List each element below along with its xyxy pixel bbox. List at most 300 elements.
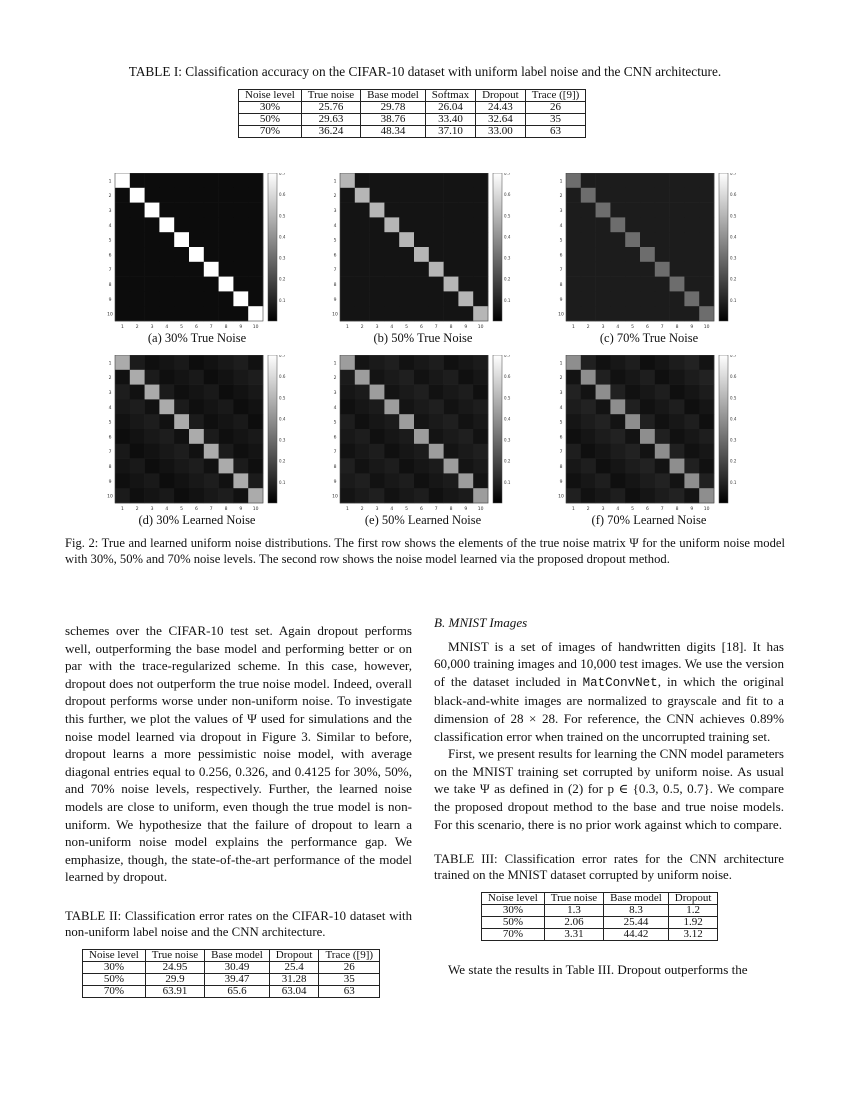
heatmap-cell: [145, 173, 160, 188]
colorbar-tick-label: 0.5: [730, 395, 737, 401]
table-header-cell: Dropout: [476, 90, 526, 102]
heatmap-cell: [596, 355, 611, 370]
heatmap-cell: [248, 414, 263, 429]
heatmap-cell: [159, 473, 174, 488]
heatmap-cell: [355, 232, 370, 247]
heatmap-cell: [699, 399, 714, 414]
heatmap-diagonal-cell: [581, 370, 596, 385]
colorbar-tick-label: 0.4: [730, 234, 737, 240]
heatmap-cell: [384, 188, 399, 203]
table-cell: 8.3: [604, 905, 669, 917]
y-tick-label: 6: [559, 253, 563, 259]
x-tick-label: 4: [390, 507, 394, 512]
heatmap-cell: [625, 385, 640, 400]
x-tick-label: 6: [645, 325, 649, 330]
heatmap-diagonal-cell: [130, 370, 145, 385]
heatmap-cell: [204, 217, 219, 232]
heatmap-cell: [174, 262, 189, 277]
heatmap-cell: [115, 306, 130, 321]
heatmap-cell: [204, 306, 219, 321]
heatmap-cell: [458, 488, 473, 503]
heatmap-cell: [444, 414, 459, 429]
heatmap-cell: [444, 355, 459, 370]
table-cell: 63.91: [145, 985, 204, 997]
heatmap-cell: [458, 429, 473, 444]
heatmap-cell: [340, 306, 355, 321]
table-header-cell: True noise: [301, 90, 360, 102]
table-cell: 37.10: [425, 126, 475, 138]
heatmap-cell: [458, 217, 473, 232]
heatmap-cell: [248, 232, 263, 247]
heatmap-cell: [670, 232, 685, 247]
y-tick-label: 4: [108, 223, 112, 229]
heatmap-cell: [219, 444, 234, 459]
table-cell: 33.00: [476, 126, 526, 138]
x-tick-label: 3: [601, 507, 605, 512]
heatmap-cell: [204, 203, 219, 218]
heatmap-diagonal-cell: [355, 370, 370, 385]
colorbar-tick-label: 0.4: [279, 416, 286, 422]
heatmap-cell: [414, 277, 429, 292]
heatmap-cell: [355, 173, 370, 188]
heatmap-cell: [625, 188, 640, 203]
heatmap-cell: [655, 232, 670, 247]
heatmap-cell: [625, 399, 640, 414]
y-tick-label: 9: [108, 297, 112, 303]
table-row: [83, 961, 380, 973]
heatmap-cell: [458, 277, 473, 292]
heatmap-cell: [233, 399, 248, 414]
x-tick-label: 5: [405, 507, 409, 512]
heatmap-cell: [399, 399, 414, 414]
heatmap-cell: [384, 262, 399, 277]
heatmap-cell: [458, 306, 473, 321]
colorbar-tick-label: 0.6: [279, 192, 286, 198]
heatmap-cell: [189, 488, 204, 503]
colorbar-tick-label: 0.5: [279, 395, 286, 401]
heatmap-cell: [399, 203, 414, 218]
heatmap-cell: [625, 262, 640, 277]
heatmap-cell: [458, 232, 473, 247]
heatmap-cell: [340, 488, 355, 503]
heatmap-cell: [189, 459, 204, 474]
heatmap-diagonal-cell: [414, 247, 429, 262]
heatmap-cell: [640, 488, 655, 503]
heatmap-cell: [640, 414, 655, 429]
heatmap-cell: [670, 355, 685, 370]
colorbar-tick-label: 0.4: [730, 416, 737, 422]
table-cell: 44.42: [604, 929, 669, 941]
y-tick-label: 7: [559, 268, 563, 274]
heatmap-diagonal-cell: [115, 355, 130, 370]
heatmap-cell: [610, 188, 625, 203]
heatmap-plot: [107, 355, 295, 517]
y-tick-label: 6: [333, 253, 337, 259]
table-cell: 63: [319, 985, 380, 997]
colorbar-tick-label: 0.1: [279, 297, 286, 303]
table-cell: 48.34: [361, 126, 426, 138]
heatmap-cell: [473, 459, 488, 474]
heatmap-cell: [130, 173, 145, 188]
heatmap-cell: [458, 414, 473, 429]
heatmap-cell: [340, 291, 355, 306]
colorbar-tick-label: 0.7: [279, 355, 286, 358]
heatmap-cell: [566, 429, 581, 444]
heatmap-cell: [248, 188, 263, 203]
heatmap-cell: [429, 355, 444, 370]
heatmap-cell: [159, 247, 174, 262]
heatmap-cell: [414, 306, 429, 321]
x-tick-label: 1: [120, 507, 124, 512]
heatmap-cell: [115, 488, 130, 503]
heatmap-cell: [414, 473, 429, 488]
table-cell: 50%: [482, 917, 545, 929]
heatmap-cell: [444, 188, 459, 203]
heatmap-diagonal-cell: [159, 399, 174, 414]
heatmap-cell: [248, 385, 263, 400]
table-header-cell: Trace ([9]): [319, 949, 380, 961]
x-tick-label: 7: [209, 507, 213, 512]
y-tick-label: 5: [108, 238, 112, 244]
heatmap-cell: [670, 473, 685, 488]
x-tick-label: 2: [135, 507, 139, 512]
heatmap-cell: [610, 203, 625, 218]
heatmap-cell: [174, 370, 189, 385]
heatmap-cell: [174, 173, 189, 188]
y-tick-label: 4: [559, 405, 563, 411]
heatmap-cell: [370, 414, 385, 429]
heatmap-cell: [655, 291, 670, 306]
heatmap-cell: [414, 370, 429, 385]
x-tick-label: 1: [571, 507, 575, 512]
heatmap-cell: [233, 232, 248, 247]
heatmap-diagonal-cell: [174, 232, 189, 247]
heatmap-cell: [625, 247, 640, 262]
heatmap-cell: [429, 385, 444, 400]
table2: [82, 949, 380, 998]
heatmap-cell: [399, 262, 414, 277]
heatmap-cell: [458, 459, 473, 474]
subfigure-caption: (f) 70% Learned Noise: [591, 513, 707, 527]
heatmap-cell: [384, 173, 399, 188]
heatmap-cell: [370, 247, 385, 262]
table-cell: 70%: [239, 126, 302, 138]
heatmap-cell: [248, 444, 263, 459]
heatmap-cell: [340, 370, 355, 385]
heatmap-plot: [332, 355, 520, 517]
y-tick-label: 5: [559, 420, 563, 426]
y-tick-label: 5: [333, 238, 337, 244]
y-tick-label: 7: [108, 450, 112, 456]
heatmap-cell: [429, 277, 444, 292]
heatmap-cell: [473, 262, 488, 277]
colorbar-tick-label: 0.6: [730, 192, 737, 198]
heatmap-cell: [429, 370, 444, 385]
heatmap-diagonal-cell: [174, 414, 189, 429]
colorbar-tick-label: 0.3: [730, 437, 737, 443]
y-tick-label: 4: [333, 405, 337, 411]
table-cell: 32.64: [476, 114, 526, 126]
heatmap-cell: [355, 385, 370, 400]
heatmap-cell: [458, 399, 473, 414]
colorbar-tick-label: 0.3: [730, 255, 737, 261]
heatmap-cell: [640, 385, 655, 400]
heatmap-cell: [248, 291, 263, 306]
heatmap-cell: [596, 444, 611, 459]
heatmap-cell: [145, 247, 160, 262]
heatmap-cell: [204, 370, 219, 385]
y-tick-label: 10: [107, 494, 113, 500]
table-cell: 1.92: [668, 917, 718, 929]
heatmap-cell: [159, 355, 174, 370]
heatmap-cell: [115, 459, 130, 474]
heatmap-cell: [596, 291, 611, 306]
heatmap-cell: [370, 444, 385, 459]
figure-caption: Fig. 2: True and learned uniform noise distributions. The first row shows the elements of the true noise matrix Ψ for the uniform noise model with 30%, 50% and 70% noise levels. The second row shows the noise model learned via the proposed dropout method.: [65, 536, 785, 566]
heatmap-cell: [444, 217, 459, 232]
heatmap-cell: [174, 399, 189, 414]
heatmap-cell: [130, 262, 145, 277]
heatmap-cell: [670, 370, 685, 385]
heatmap-cell: [610, 247, 625, 262]
heatmap-cell: [370, 277, 385, 292]
table-cell: 30%: [239, 102, 302, 114]
heatmap-cell: [219, 355, 234, 370]
heatmap-cell: [174, 247, 189, 262]
heatmap-cell: [174, 429, 189, 444]
table-header-cell: Noise level: [83, 949, 146, 961]
heatmap-cell: [581, 262, 596, 277]
table-cell: 24.43: [476, 102, 526, 114]
heatmap-cell: [384, 385, 399, 400]
y-tick-label: 8: [333, 283, 337, 288]
heatmap-cell: [399, 291, 414, 306]
heatmap-cell: [189, 370, 204, 385]
heatmap-cell: [414, 488, 429, 503]
y-tick-label: 5: [559, 238, 563, 244]
x-tick-label: 5: [631, 325, 635, 330]
y-tick-label: 9: [108, 479, 112, 485]
heatmap-cell: [473, 232, 488, 247]
heatmap-cell: [130, 429, 145, 444]
heatmap-cell: [145, 355, 160, 370]
heatmap-cell: [233, 355, 248, 370]
colorbar-tick-label: 0.2: [730, 276, 737, 282]
heatmap-cell: [640, 459, 655, 474]
heatmap-cell: [581, 173, 596, 188]
heatmap-cell: [566, 291, 581, 306]
heatmap-cell: [145, 262, 160, 277]
heatmap-cell: [219, 429, 234, 444]
heatmap-cell: [640, 355, 655, 370]
y-tick-label: 6: [108, 435, 112, 441]
heatmap-cell: [370, 399, 385, 414]
heatmap-diagonal-cell: [444, 277, 459, 292]
heatmap-cell: [174, 306, 189, 321]
colorbar-tick-label: 0.1: [504, 479, 511, 485]
table-cell: 36.24: [301, 126, 360, 138]
y-tick-label: 2: [333, 194, 337, 200]
heatmap-cell: [684, 488, 699, 503]
heatmap-cell: [130, 217, 145, 232]
heatmap-cell: [581, 473, 596, 488]
heatmap-cell: [429, 203, 444, 218]
heatmap-cell: [189, 414, 204, 429]
table-cell: 29.78: [361, 102, 426, 114]
table-cell: 63: [525, 126, 586, 138]
heatmap-plot: [558, 355, 746, 517]
heatmap-cell: [159, 414, 174, 429]
heatmap-cell: [159, 291, 174, 306]
heatmap-cell: [355, 459, 370, 474]
y-tick-label: 6: [108, 253, 112, 259]
heatmap-plot: [107, 173, 295, 335]
heatmap-cell: [625, 173, 640, 188]
heatmap-cell: [566, 232, 581, 247]
heatmap-cell: [429, 459, 444, 474]
heatmap-cell: [473, 429, 488, 444]
colorbar-tick-label: 0.1: [730, 479, 737, 485]
heatmap-cell: [640, 370, 655, 385]
heatmap-diagonal-cell: [625, 414, 640, 429]
x-tick-label: 3: [150, 325, 154, 330]
x-tick-label: 7: [660, 507, 664, 512]
heatmap-cell: [219, 188, 234, 203]
heatmap-cell: [684, 355, 699, 370]
heatmap-cell: [414, 188, 429, 203]
table-cell: 25.4: [269, 961, 319, 973]
heatmap-cell: [370, 188, 385, 203]
heatmap-diagonal-cell: [566, 173, 581, 188]
y-tick-label: 2: [108, 376, 112, 382]
heatmap-cell: [566, 247, 581, 262]
heatmap-cell: [233, 429, 248, 444]
heatmap-cell: [189, 399, 204, 414]
heatmap-cell: [340, 414, 355, 429]
y-tick-label: 7: [559, 450, 563, 456]
colorbar-tick-label: 0.5: [504, 395, 511, 401]
heatmap-cell: [655, 399, 670, 414]
y-tick-label: 9: [559, 479, 563, 485]
colorbar-tick-label: 0.2: [504, 276, 511, 282]
heatmap-cell: [204, 277, 219, 292]
heatmap-cell: [355, 262, 370, 277]
heatmap-cell: [145, 188, 160, 203]
colorbar-tick-label: 0.2: [279, 458, 286, 464]
heatmap-cell: [340, 399, 355, 414]
heatmap-cell: [473, 444, 488, 459]
table-cell: 35: [319, 973, 380, 985]
heatmap-cell: [458, 203, 473, 218]
y-tick-label: 5: [108, 420, 112, 426]
heatmap-cell: [130, 488, 145, 503]
table-header-cell: Softmax: [425, 90, 475, 102]
heatmap-cell: [145, 291, 160, 306]
colorbar-tick-label: 0.5: [504, 213, 511, 219]
heatmap-diagonal-cell: [233, 291, 248, 306]
heatmap-cell: [581, 291, 596, 306]
heatmap-cell: [248, 399, 263, 414]
heatmap-diagonal-cell: [145, 385, 160, 400]
heatmap-cell: [640, 291, 655, 306]
heatmap-cell: [248, 459, 263, 474]
section-heading: B. MNIST Images: [434, 615, 528, 630]
heatmap-cell: [355, 414, 370, 429]
x-tick-label: 6: [419, 325, 423, 330]
heatmap-cell: [429, 414, 444, 429]
colorbar: [493, 173, 502, 321]
heatmap-cell: [159, 429, 174, 444]
heatmap-cell: [399, 306, 414, 321]
heatmap-cell: [174, 203, 189, 218]
x-tick-label: 2: [586, 507, 590, 512]
heatmap-cell: [370, 306, 385, 321]
heatmap-cell: [670, 291, 685, 306]
heatmap-cell: [684, 444, 699, 459]
x-tick-label: 4: [390, 325, 394, 330]
table-header-cell: Base model: [205, 949, 270, 961]
heatmap-cell: [219, 488, 234, 503]
x-tick-label: 9: [464, 325, 468, 330]
heatmap-cell: [219, 247, 234, 262]
heatmap-cell: [640, 173, 655, 188]
table-header-cell: Trace ([9]): [525, 90, 586, 102]
heatmap-cell: [130, 399, 145, 414]
heatmap-cell: [115, 385, 130, 400]
heatmap-cell: [684, 188, 699, 203]
table-cell: 39.47: [205, 973, 270, 985]
heatmap-cell: [233, 488, 248, 503]
heatmap-cell: [414, 217, 429, 232]
x-tick-label: 6: [194, 507, 198, 512]
heatmap-cell: [699, 232, 714, 247]
colorbar: [268, 173, 277, 321]
heatmap-cell: [566, 203, 581, 218]
heatmap-cell: [473, 217, 488, 232]
heatmap-cell: [458, 370, 473, 385]
x-tick-label: 6: [419, 507, 423, 512]
heatmap-diagonal-cell: [248, 306, 263, 321]
table-cell: 31.28: [269, 973, 319, 985]
y-tick-label: 2: [559, 194, 563, 200]
heatmap-cell: [233, 262, 248, 277]
colorbar-tick-label: 0.7: [504, 355, 511, 358]
heatmap-cell: [444, 262, 459, 277]
heatmap-cell: [174, 488, 189, 503]
table3: [481, 892, 718, 941]
heatmap-cell: [355, 203, 370, 218]
heatmap-cell: [159, 370, 174, 385]
heatmap-cell: [670, 399, 685, 414]
y-tick-label: 4: [559, 223, 563, 229]
table-header-cell: Dropout: [668, 893, 718, 905]
heatmap-cell: [610, 488, 625, 503]
heatmap-cell: [473, 277, 488, 292]
heatmap-cell: [189, 277, 204, 292]
heatmap-cell: [596, 247, 611, 262]
heatmap-cell: [233, 444, 248, 459]
heatmap-cell: [596, 232, 611, 247]
heatmap-diagonal-cell: [670, 459, 685, 474]
y-tick-label: 7: [333, 450, 337, 456]
heatmap-cell: [248, 203, 263, 218]
heatmap-diagonal-cell: [429, 262, 444, 277]
heatmap-cell: [429, 217, 444, 232]
heatmap-cell: [204, 173, 219, 188]
heatmap-diagonal-cell: [370, 385, 385, 400]
heatmap-cell: [219, 473, 234, 488]
heatmap-cell: [130, 232, 145, 247]
